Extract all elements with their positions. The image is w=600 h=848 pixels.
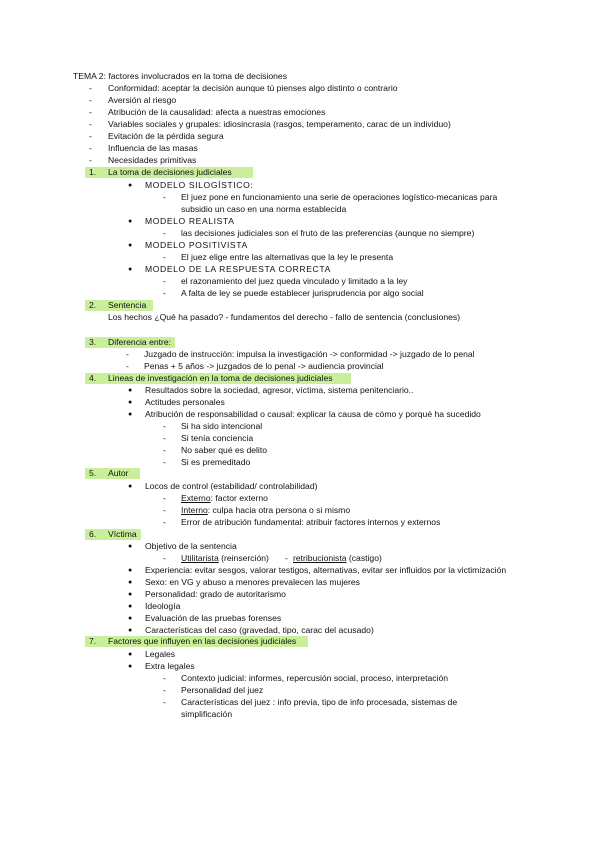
sentencia-text: Los hechos ¿Qué ha pasado? - fundamentos del derecho - fallo de sentencia (conclusiones)	[108, 312, 461, 322]
sub-item-cont: subsidio un caso en una norma establecida	[181, 204, 347, 214]
document-page: TEMA 2: factores involucrados en la toma de decisiones - Conformidad: aceptar la decisión aunque tú pienses algo distinto o contrario - Aversión al riesgo - Atribución de la causalidad: afecta a nuestras emociones - Variables sociales y grupales: idiosincrasia (rasgos, temperamento, carac de un individuo) - Evitación de la pérdida segura - Influencia de las masas - Necesidades primitivas 1. La toma de decisiones judiciales ● MODELO SILOGÍSTICO: - El juez pone en funcionamiento una serie de operaciones logístico-mecanicas para subsidio un caso en una norma establecida ● MODELO REALISTA - las decisiones judiciales son el fruto de las preferencias (aunque no siempre) ● MODELO POSITIVISTA - El juez elige entre las alternativas que la ley le presenta ● MODELO DE LA RESPUESTA CORRECTA - el razonamiento del juez queda vinculado y limitado a la ley - A falta de ley se puede establecer jurisprudencia por algo social 2. Sentencia Los hechos ¿Qué ha pasado? - fundamentos del derecho - fallo de sentencia (conclusiones) 3. Diferencia entre: - Juzgado de instrucción: impulsa la investigación -> conformidad -> juzgado de lo penal - Penas + 5 años -> juzgados de lo penal -> audiencia provincial 4. Lineas de investigación en la toma de decisiones judiciales ● Resultados sobre la sociedad, agresor, víctima, sistema penitenciario.. ● Actitudes personales ● Atribución de responsabilidad o causal: explicar la causa de cómo y porqué ha sucedido - Si ha sido intencional - Si tenía conciencia - No saber qué es delito - Si es premeditado 5. Autor ● Locos de control (estabilidad/ controlabilidad) - Externo: factor externo - Interno: culpa hacia otra persona o si mismo - Error de atribución fundamental: atribuir factores internos y externos 6. Víctima ● Objetivo de la sentencia - Utilitarista (reinserción) - retribucionista (castigo) ● Experiencia: evitar sesgos, valorar testigos, alternativas, evitar ser influidos por la victimización ● Sexo: en VG y abuso a menores prevalecen las mujeres ● Personalidad: grado de autoritarismo ● Ideología ● Evaluación de las pruebas forenses ● Características del caso (gravedad, tipo, carac del acusado) 7. Factores que influyen en las decisiones judiciales ● Legales ● Extra legales - Contexto judicial: informes, repercusión social, proceso, interpretación - Personalidad del juez - Características del juez : info previa, tipo de info procesada, sistemas de simplificación	[73, 71, 507, 719]
sub-item-cont: simplificación	[181, 709, 233, 719]
document-title: TEMA 2: factores involucrados en la toma de decisiones	[73, 71, 287, 81]
